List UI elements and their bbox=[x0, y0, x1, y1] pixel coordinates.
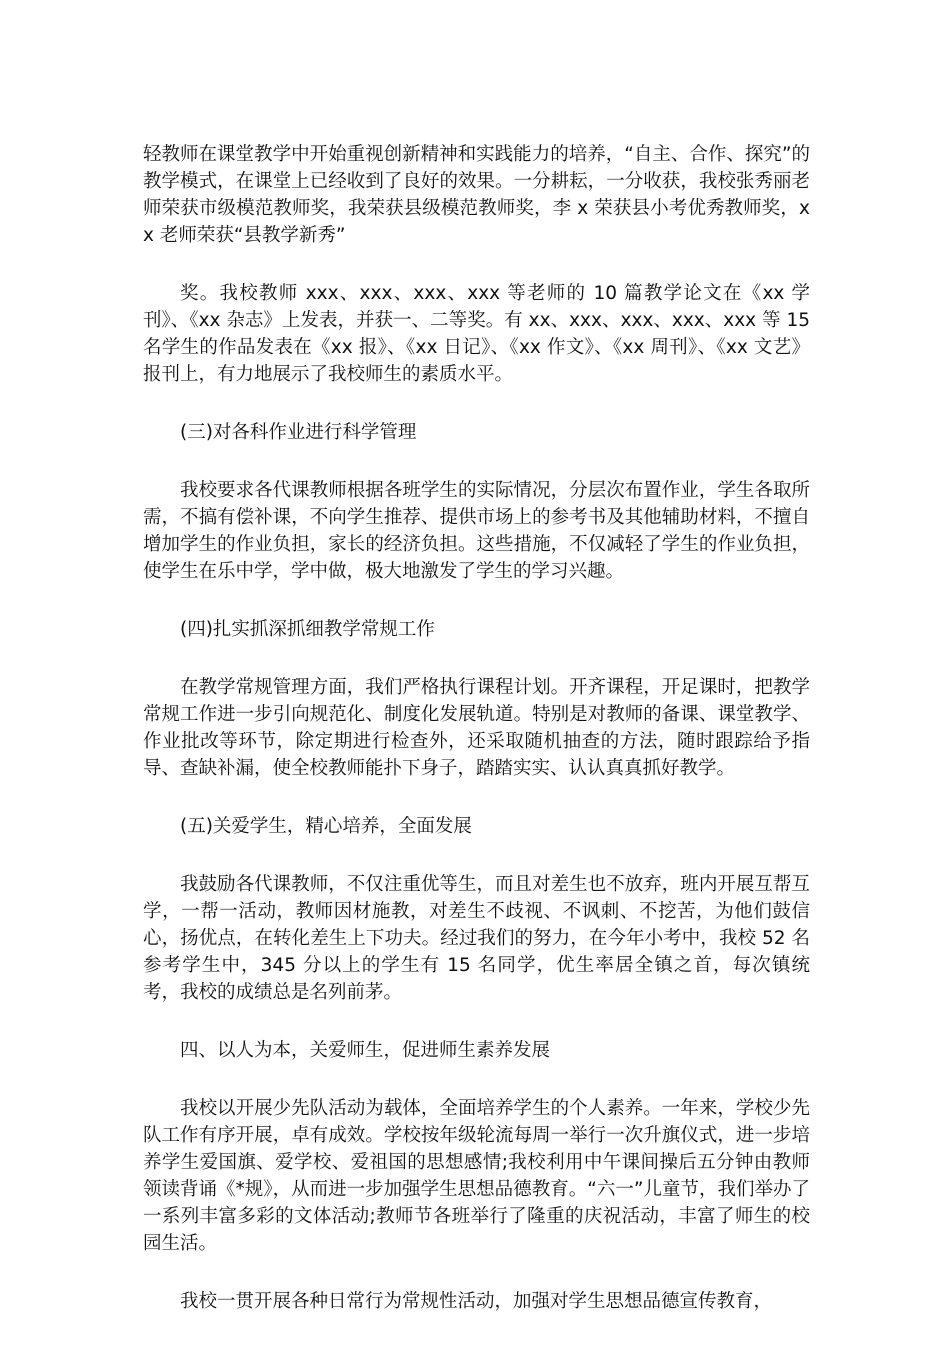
section-heading-homework-management: (三)对各科作业进行科学管理 bbox=[180, 422, 417, 443]
paragraph-teaching-routine: 在教学常规管理方面，我们严格执行课程计划。开齐课程，开足课时，把教学常规工作进一步引向规范化、制度化发展轨道。特别是对教师的备课、课堂教学、作业批改等环节，除定期进行检查外，还采取随机抽查的方法，随时跟踪给予指导、查缺补漏，使全校教师能扑下身子，踏踏实实、认认真真抓好教学。 bbox=[143, 677, 810, 779]
paragraph-daily-conduct: 我校一贯开展各种日常行为常规性活动，加强对学生思想品德宣传教育， bbox=[180, 1291, 773, 1312]
section-heading-teaching-routine: (四)扎实抓深抓细教学常规工作 bbox=[180, 619, 435, 640]
paragraph-care-students: 我鼓励各代课教师，不仅注重优等生，而且对差生也不放弃，班内开展互帮互学，一帮一活动，教师因材施教，对差生不歧视、不讽刺、不挖苦，为他们鼓信心，扬优点，在转化差生上下功夫。经过我们的努力，在今年小考中，我校 52 名参考学生中，345 分以上的学生有 15 名同学，优生率居全镇之首，每次镇统考，我校的成绩总是名列前茅。 bbox=[143, 874, 810, 1003]
document-body bbox=[143, 141, 810, 1346]
paragraph-homework: 我校要求各代课教师根据各班学生的实际情况，分层次布置作业，学生各取所需，不搞有偿补课，不向学生推荐、提供市场上的参考书及其他辅助材料，不擅自增加学生的作业负担，家长的经济负担。这些措施，不仅减轻了学生的作业负担，使学生在乐中学，学中做，极大地激发了学生的学习兴趣。 bbox=[143, 480, 810, 582]
paragraph-young-pioneers: 我校以开展少先队活动为载体，全面培养学生的个人素养。一年来，学校少先队工作有序开展，卓有成效。学校按年级轮流每周一举行一次升旗仪式，进一步培养学生爱国旗、爱学校、爱祖国的思想感情;我校利用中午课间操后五分钟由教师领读背诵《*规》，从而进一步加强学生思想品德教育。“六一”儿童节，我们举办了一系列丰富多彩的文体活动;教师节各班举行了隆重的庆祝活动，丰富了师生的校园生活。 bbox=[143, 1098, 810, 1254]
paragraph-papers-published: 奖。我校教师 xxx、xxx、xxx、xxx 等老师的 10 篇教学论文在《xx 学刊》、《xx 杂志》上发表，并获一、二等奖。有 xx、xxx、xxx、xxx、xxx 等 15 名学生的作品发表在《xx 报》、《xx 日记》、《xx 作文》、《xx 周刊》、《xx 文艺》报刊上，有力地展示了我校师生的素质水平。 bbox=[143, 283, 810, 385]
section-heading-people-oriented: 四、以人为本，关爱师生，促进师生素养发展 bbox=[180, 1040, 551, 1061]
paragraph-continuation: 轻教师在课堂教学中开始重视创新精神和实践能力的培养，“自主、合作、探究”的教学模式，在课堂上已经收到了良好的效果。一分耕耘，一分收获，我校张秀丽老师荣获市级模范教师奖，我荣获县级模范教师奖，李 x 荣获县小考优秀教师奖，xx 老师荣获“县教学新秀” bbox=[143, 144, 810, 246]
section-heading-care-students: (五)关爱学生，精心培养，全面发展 bbox=[180, 816, 472, 837]
